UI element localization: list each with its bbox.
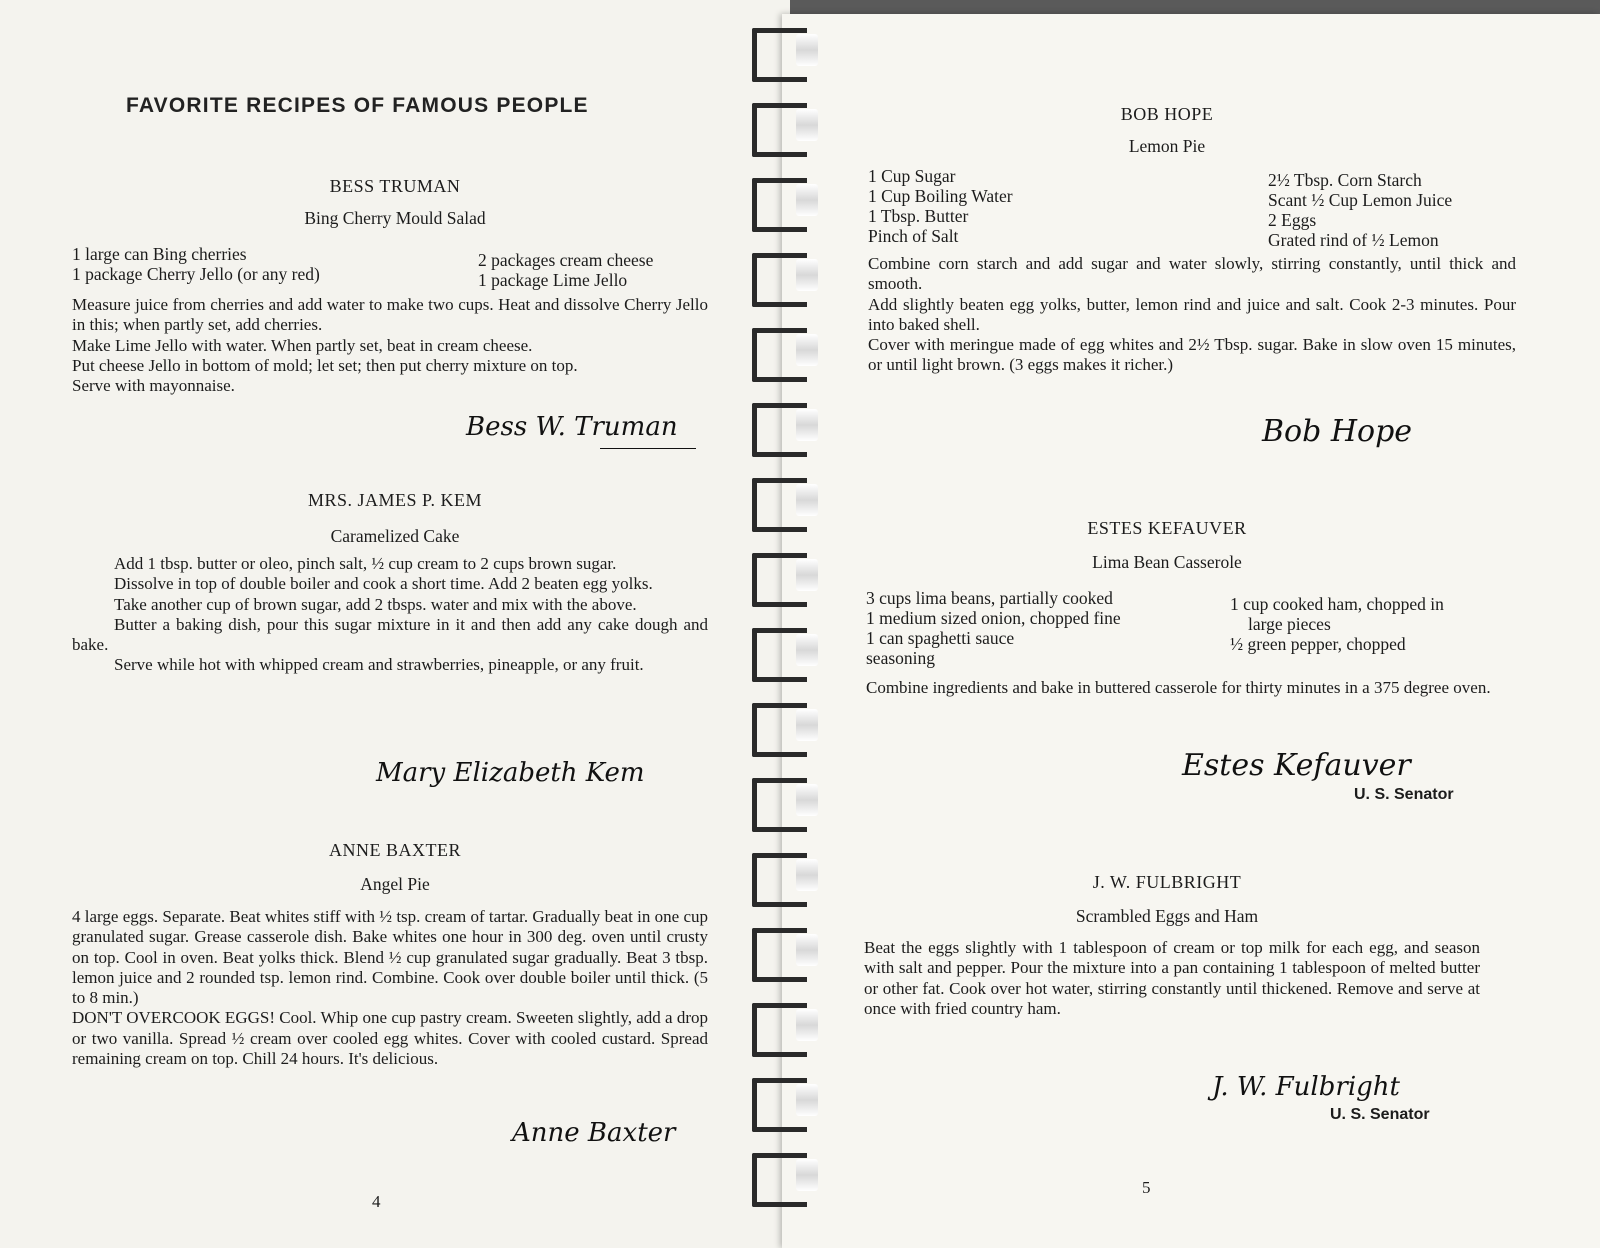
direction-paragraph: Measure juice from cherries and add water to make two cups. Heat and dissolve Cherry Jello in this; when partly set, add cherries. [72,295,708,335]
signature: Bess W. Truman [466,412,678,442]
ingredient-list [72,244,452,284]
punch-hole [796,409,818,441]
ingredient: ½ green pepper, chopped [1230,634,1406,654]
binding-coil [748,703,812,747]
ingredient: 3 cups lima beans, partially cooked [866,588,1113,608]
ingredient: 1 medium sized onion, chopped fine [866,608,1121,628]
binding-coil [748,928,812,972]
binding-coil [748,853,812,897]
ingredient-list [1230,594,1520,654]
ingredient: Pinch of Salt [868,226,959,246]
ingredient: seasoning [866,648,936,668]
binding-coil [748,478,812,522]
direction-paragraph: Add slightly beaten egg yolks, butter, lemon rind and juice and salt. Cook 2-3 minutes. Pour into baked shell. [868,294,1516,334]
recipe-title: Bing Cherry Mould Salad [304,208,486,228]
recipe-directions [72,295,708,396]
binding-coil [748,1003,812,1047]
signer-office: U. S. Senator [1354,786,1454,803]
ingredient: Grated rind of ½ Lemon [1268,230,1439,250]
ingredient: 2½ Tbsp. Corn Starch [1268,170,1422,190]
signature: Anne Baxter [512,1118,676,1148]
signature: J. W. Fulbright [1212,1072,1400,1102]
punch-hole [796,1084,818,1116]
recipe-author-name: ANNE BAXTER [329,840,461,860]
signature: Bob Hope [1262,414,1413,449]
direction-paragraph: Add 1 tbsp. butter or oleo, pinch salt, ½ cup cream to 2 cups brown sugar. [114,554,617,573]
punch-hole [796,709,818,741]
recipe-author-name: MRS. JAMES P. KEM [307,490,483,510]
recipe-author-name: J. W. FULBRIGHT [1092,872,1242,892]
ingredient: 2 packages cream cheese [478,250,654,270]
binding-coil [748,253,812,297]
ingredient-list [1268,170,1568,250]
right-page [782,14,1600,1248]
direction-paragraph: Dissolve in top of double boiler and cook a short time. Add 2 beaten egg yolks. [114,574,653,594]
page-number: 5 [1142,1178,1151,1197]
binding-coil [748,28,812,72]
punch-hole [796,634,818,666]
ingredient: 2 Eggs [1268,210,1317,230]
recipe-directions [72,907,708,1069]
ingredient-list [478,250,738,290]
direction-paragraph: DON'T OVERCOOK EGGS! Cool. Whip one cup pastry cream. Sweeten slightly, add a drop or two vanilla. Spread ½ cream over cooled egg whites. Cover with cooled custard. Spread remaining cream on top. Chill 24 hours. It's delicious. [72,1008,708,1069]
punch-hole [796,34,818,66]
recipe-author-name: BESS TRUMAN [329,176,461,196]
binding-coil [748,1078,812,1122]
binding-coil [748,1153,812,1197]
signer-office: U. S. Senator [1330,1106,1430,1123]
punch-hole [796,784,818,816]
ingredient: 1 large can Bing cherries [72,244,247,264]
recipe-author-name: BOB HOPE [1120,104,1214,124]
ingredient: large pieces [1248,614,1331,634]
ingredient: 1 package Cherry Jello (or any red) [72,264,320,284]
ingredient: 1 cup cooked ham, chopped in [1230,594,1444,614]
recipe-title: Angel Pie [360,874,430,894]
punch-hole [796,184,818,216]
recipe-title: Caramelized Cake [330,526,460,546]
recipe-author-name: ESTES KEFAUVER [1087,518,1247,538]
binding-coil [748,328,812,372]
recipe-title: Lemon Pie [1128,136,1206,156]
recipe-directions [868,254,1516,376]
direction-paragraph: Combine ingredients and bake in buttered casserole for thirty minutes in a 375 degree oven. [866,678,1491,697]
direction-paragraph: Butter a baking dish, pour this sugar mixture in it and then add any cake dough and bake. [72,614,708,655]
ingredient: 1 Cup Sugar [868,166,956,186]
signature: Mary Elizabeth Kem [376,758,645,788]
direction-paragraph: Make Lime Jello with water. When partly set, beat in cream cheese. [72,335,533,355]
direction-paragraph: Put cheese Jello in bottom of mold; let set; then put cherry mixture on top. [72,355,578,375]
binding-coil [748,178,812,222]
ingredient-list [868,166,1168,246]
ingredient: 1 Cup Boiling Water [868,186,1013,206]
binding-coil [748,553,812,597]
spiral-binding [748,0,818,1248]
punch-hole [796,859,818,891]
ingredient-list [866,588,1226,668]
direction-paragraph: Combine corn starch and add sugar and water slowly, stirring constantly, until thick and smooth. [868,254,1516,294]
punch-hole [796,259,818,291]
ingredient: 1 can spaghetti sauce [866,628,1015,648]
punch-hole [796,1159,818,1191]
binding-coil [748,628,812,672]
binding-coil [748,778,812,822]
direction-paragraph: Serve with mayonnaise. [72,376,235,396]
direction-paragraph: Beat the eggs slightly with 1 tablespoon of cream or top milk for each egg, and season with salt and pepper. Pour the mixture into a pan containing 1 tablespoon of melted butter or other fat. Cook over hot water, stirring constantly until thickened. Remove and serve at once with fried country ham. [864,938,1480,1018]
punch-hole [796,484,818,516]
recipe-directions [864,938,1480,1019]
ingredient: 1 package Lime Jello [478,270,628,290]
recipe-directions [866,678,1516,698]
punch-hole [796,559,818,591]
signature-underline [600,448,696,449]
page-number: 4 [372,1192,381,1211]
direction-paragraph: Cover with meringue made of egg whites and 2½ Tbsp. sugar. Bake in slow oven 15 minutes, or until light brown. (3 eggs makes it richer.) [868,335,1516,375]
punch-hole [796,934,818,966]
left-page [0,0,790,1248]
punch-hole [796,109,818,141]
recipe-title: Scrambled Eggs and Ham [1075,906,1259,926]
binding-coil [748,103,812,147]
punch-hole [796,334,818,366]
direction-paragraph: 4 large eggs. Separate. Beat whites stiff with ½ tsp. cream of tartar. Gradually beat in one cup granulated sugar. Grease casserole dish. Bake whites one hour in 300 deg. oven until crusty on top. Cool in oven. Beat yolks thick. Blend ½ cup granulated sugar gradually. Beat 3 tbsp. lemon juice and 2 rounded tsp. lemon rind. Combine. Cook over double boiler until thick. (5 to 8 min.) [72,907,708,1008]
ingredient: 1 Tbsp. Butter [868,206,969,226]
direction-paragraph: Take another cup of brown sugar, add 2 tbsps. water and mix with the above. [114,594,637,614]
recipe-title: Lima Bean Casserole [1092,552,1242,572]
punch-hole [796,1009,818,1041]
recipe-directions [72,554,708,676]
signature: Estes Kefauver [1182,748,1411,783]
direction-paragraph: Serve while hot with whipped cream and strawberries, pineapple, or any fruit. [114,655,644,675]
book-title: FAVORITE RECIPES OF FAMOUS PEOPLE [126,94,589,117]
ingredient: Scant ½ Cup Lemon Juice [1268,190,1453,210]
binding-coil [748,403,812,447]
